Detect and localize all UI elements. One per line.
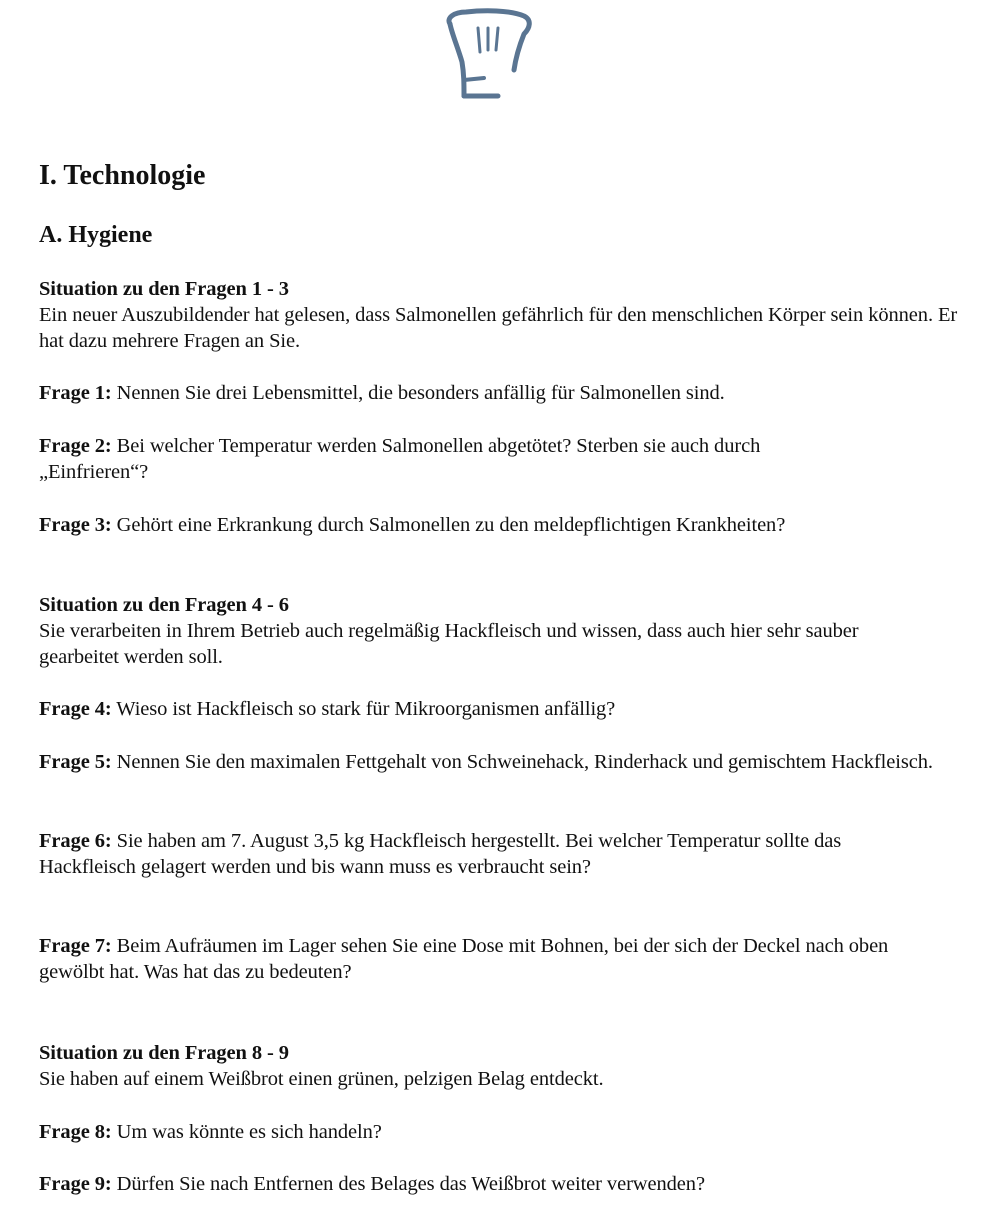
- situation-text: Ein neuer Auszubildender hat gelesen, dass Salmonellen gefährlich für den menschlichen Körper sein können. Er hat dazu mehrere Fragen an Sie.: [39, 304, 958, 352]
- question-label: Frage 5:: [39, 751, 112, 773]
- page-title: I. Technologie: [39, 160, 206, 191]
- page-title-block: [39, 160, 959, 192]
- chef-hat-icon: [440, 4, 536, 100]
- situation-2: [39, 592, 959, 670]
- question-text: Nennen Sie drei Lebensmittel, die besonders anfällig für Salmonellen sind.: [111, 382, 725, 404]
- situation-text: Sie haben auf einem Weißbrot einen grünen, pelzigen Belag entdeckt.: [39, 1068, 604, 1090]
- question-label: Frage 6:: [39, 830, 112, 852]
- question-text: Dürfen Sie nach Entfernen des Belages das Weißbrot weiter verwenden?: [111, 1173, 705, 1195]
- section-heading-block: [39, 221, 959, 249]
- situation-heading: Situation zu den Fragen 8 - 9: [39, 1042, 289, 1064]
- question-7: [39, 933, 959, 985]
- question-3: [39, 512, 959, 538]
- section-heading: A. Hygiene: [39, 222, 153, 248]
- question-8: [39, 1119, 959, 1145]
- question-label: Frage 7:: [39, 935, 112, 957]
- question-1: [39, 380, 959, 406]
- situation-heading: Situation zu den Fragen 1 - 3: [39, 278, 289, 300]
- question-text: Sie haben am 7. August 3,5 kg Hackfleisch hergestellt. Bei welcher Temperatur sollte das Hackfleisch gelagert werden und bis wann muss es verbraucht sein?: [39, 830, 842, 878]
- question-4: [39, 696, 959, 722]
- question-2: [39, 433, 959, 485]
- question-9: [39, 1171, 959, 1197]
- situation-heading: Situation zu den Fragen 4 - 6: [39, 594, 289, 616]
- question-label: Frage 4:: [39, 698, 112, 720]
- question-text: Wieso ist Hackfleisch so stark für Mikroorganismen anfällig?: [111, 698, 616, 720]
- question-label: Frage 1:: [39, 382, 112, 404]
- question-label: Frage 9:: [39, 1173, 112, 1195]
- situation-3: [39, 1040, 959, 1092]
- situation-1: [39, 276, 959, 354]
- question-label: Frage 2:: [39, 435, 112, 457]
- question-text: Nennen Sie den maximalen Fettgehalt von Schweinehack, Rinderhack und gemischtem Hackfleisch.: [111, 751, 933, 773]
- question-6: [39, 828, 959, 880]
- situation-text: Sie verarbeiten in Ihrem Betrieb auch regelmäßig Hackfleisch und wissen, dass auch hier sehr sauber gearbeitet werden soll.: [39, 620, 859, 668]
- question-label: Frage 8:: [39, 1121, 112, 1143]
- question-text: Beim Aufräumen im Lager sehen Sie eine Dose mit Bohnen, bei der sich der Deckel nach oben gewölbt hat. Was hat das zu bedeuten?: [39, 935, 889, 983]
- question-text: Um was könnte es sich handeln?: [111, 1121, 382, 1143]
- question-text: Bei welcher Temperatur werden Salmonellen abgetötet? Sterben sie auch durch „Einfrieren“?: [39, 435, 761, 483]
- question-text: Gehört eine Erkrankung durch Salmonellen zu den meldepflichtigen Krankheiten?: [111, 514, 786, 536]
- question-5: [39, 749, 959, 775]
- question-label: Frage 3:: [39, 514, 112, 536]
